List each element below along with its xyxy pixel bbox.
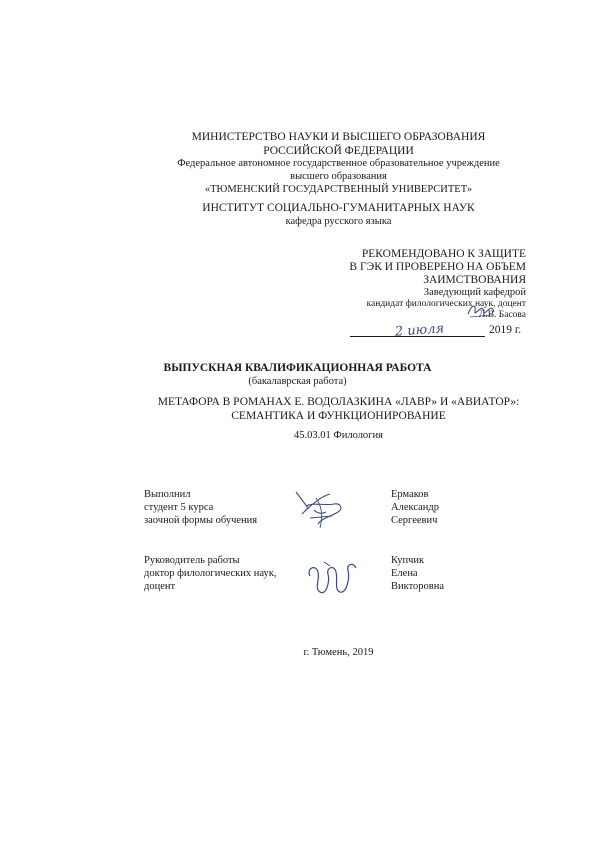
author-role-line-1: Выполнил <box>144 489 191 500</box>
thesis-subtype: (бакалаврская работа) <box>248 376 347 387</box>
university-name: «ТЮМЕНСКИЙ ГОСУДАРСТВЕННЫЙ УНИВЕРСИТЕТ» <box>204 184 473 195</box>
ministry-line-2: РОССИЙСКОЙ ФЕДЕРАЦИИ <box>263 145 414 157</box>
approval-head-name: Л.В. Басова <box>478 310 526 320</box>
author-signature-icon <box>288 484 350 532</box>
head-signature-icon <box>466 302 496 320</box>
institution-line-2: высшего образования <box>290 171 387 182</box>
thesis-title-line-1: МЕТАФОРА В РОМАНАХ Е. ВОДОЛАЗКИНА «ЛАВР» И «АВИАТОР»: <box>157 396 520 408</box>
approval-year: 2019 г. <box>489 324 522 336</box>
thesis-title-line-2: СЕМАНТИКА И ФУНКЦИОНИРОВАНИЕ <box>231 410 446 422</box>
author-name-line-2: Александр <box>391 502 439 513</box>
ministry-line-1: МИНИСТЕРСТВО НАУКИ И ВЫСШЕГО ОБРАЗОВАНИЯ <box>191 131 486 143</box>
institution-line-1: Федеральное автономное государственное образовательное учреждение <box>177 158 500 169</box>
approval-line-1: РЕКОМЕНДОВАНО К ЗАЩИТЕ <box>361 248 526 260</box>
thesis-code: 45.03.01 Филология <box>294 430 383 441</box>
approval-head-title: Заведующий кафедрой <box>423 287 526 298</box>
approval-head-degree: кандидат филологических наук, доцент <box>366 299 526 309</box>
author-role-line-3: заочной формы обучения <box>144 515 258 526</box>
footer-city-year: г. Тюмень, 2019 <box>303 647 374 658</box>
supervisor-name-line-2: Елена <box>391 568 418 579</box>
author-role-line-2: студент 5 курса <box>144 502 214 513</box>
supervisor-role-line-3: доцент <box>144 581 176 592</box>
supervisor-name-line-3: Викторовна <box>391 581 445 592</box>
approval-date-handwritten: 2 июля <box>394 321 445 340</box>
supervisor-role-line-1: Руководитель работы <box>144 555 240 566</box>
department-name: кафедра русского языка <box>285 216 392 227</box>
thesis-type: ВЫПУСКНАЯ КВАЛИФИКАЦИОННАЯ РАБОТА <box>163 362 432 374</box>
approval-line-2: В ГЭК И ПРОВЕРЕНО НА ОБЪЕМ <box>349 261 526 273</box>
author-name-line-1: Ермаков <box>391 489 429 500</box>
approval-line-3: ЗАИМСТВОВАНИЯ <box>423 274 526 286</box>
supervisor-role-line-2: доктор филологических наук, <box>144 568 277 579</box>
supervisor-name-line-1: Купчик <box>391 555 425 566</box>
author-name-line-3: Сергеевич <box>391 515 438 526</box>
institute-name: ИНСТИТУТ СОЦИАЛЬНО-ГУМАНИТАРНЫХ НАУК <box>202 202 475 214</box>
supervisor-signature-icon <box>300 554 362 602</box>
